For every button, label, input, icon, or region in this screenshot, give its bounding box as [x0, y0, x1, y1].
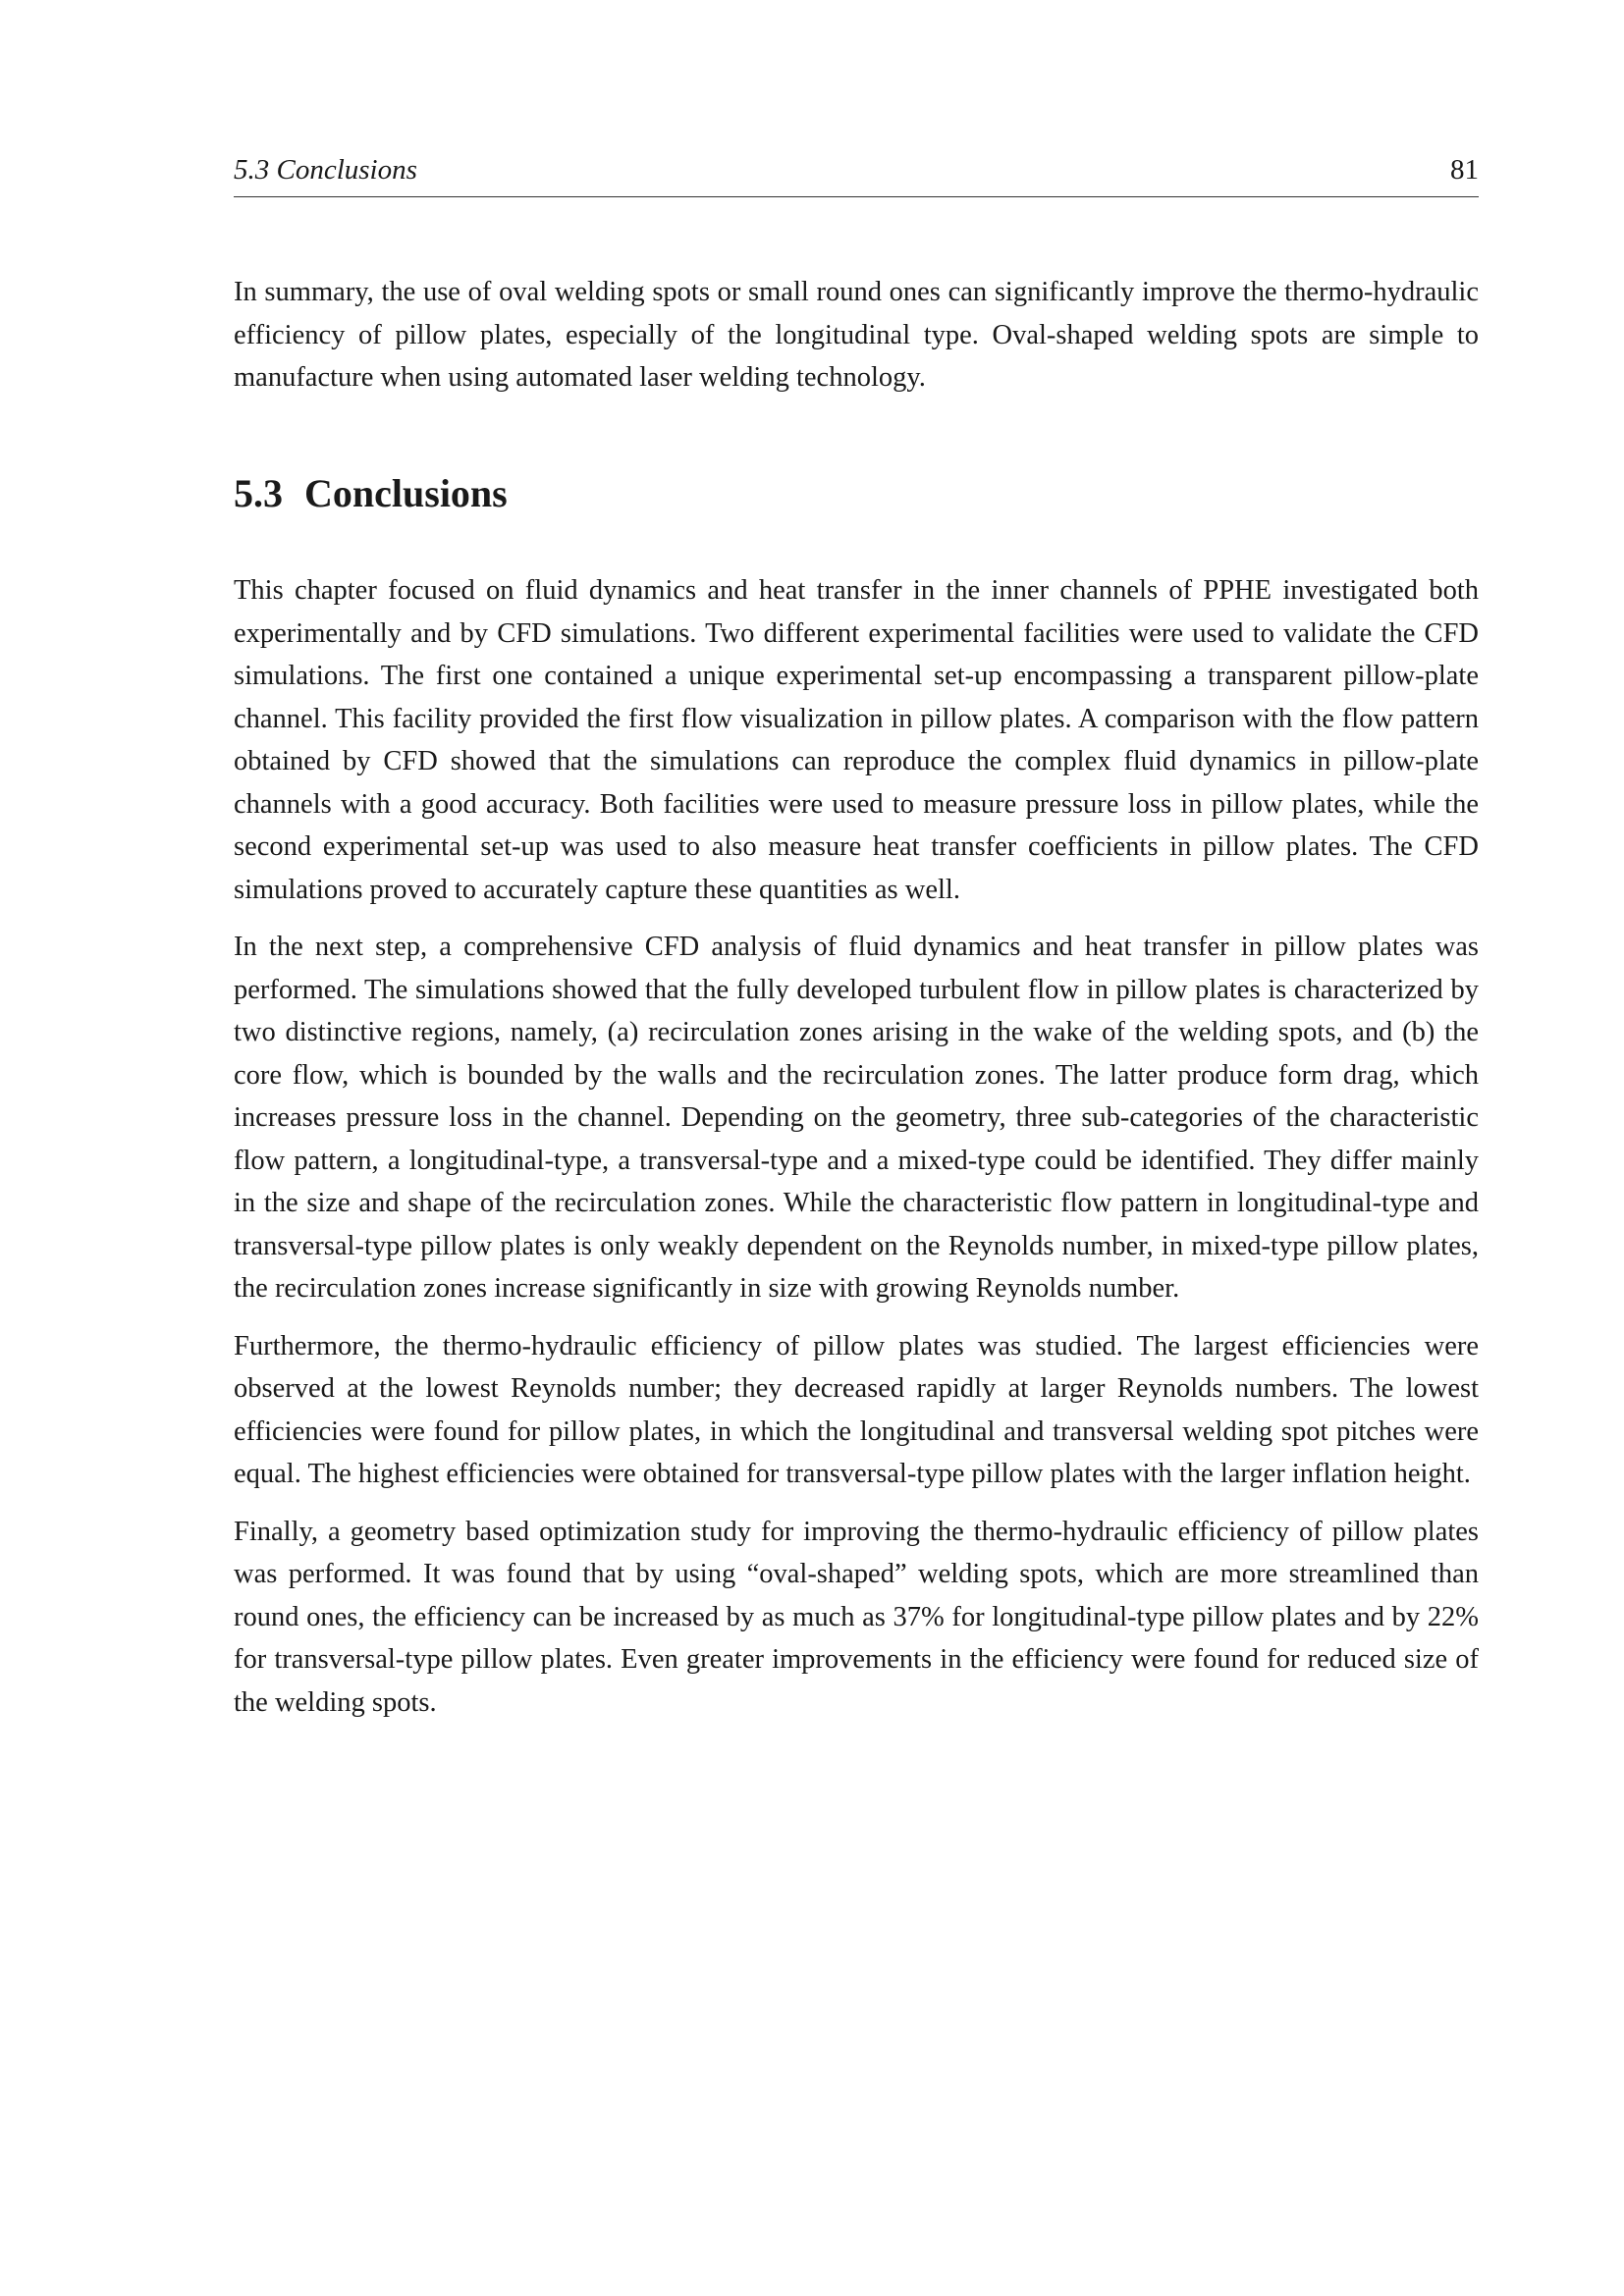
section-body	[234, 569, 1479, 1724]
section-heading	[234, 469, 508, 518]
intro-text-block	[234, 271, 1479, 400]
intro-paragraph: In summary, the use of oval welding spots or small round ones can significantly improve the thermo-hydraulic efficiency of pillow plates, especially of the longitudinal type. Oval-shaped welding spots are simple to manufacture when using automated laser welding technology.	[234, 277, 1479, 393]
running-title: 5.3 Conclusions	[234, 154, 417, 186]
section-title: Conclusions	[304, 471, 508, 515]
section-number: 5.3	[234, 471, 283, 515]
page-header	[234, 147, 1479, 197]
paragraph-cfd-analysis: In the next step, a comprehensive CFD analysis of fluid dynamics and heat transfer in pillow plates was performed. The simulations showed that the fully developed turbulent flow in pillow plates is characterized by two distinctive regions, namely, (a) recirculation zones arising in the wake of the welding spots, and (b) the core flow, which is bounded by the walls and the recirculation zones. The latter produce form drag, which increases pressure loss in the channel. Depending on the geometry, three sub-categories of the characteristic flow pattern, a longitudinal-type, a transversal-type and a mixed-type could be identified. They differ mainly in the size and shape of the recirculation zones. While the characteristic flow pattern in longitudinal-type and transversal-type pillow plates is only weakly dependent on the Reynolds number, in mixed-type pillow plates, the recirculation zones increase significantly in size with growing Reynolds number.	[234, 932, 1479, 1304]
paragraph-optimization: Finally, a geometry based optimization study for improving the thermo-hydraulic efficiency of pillow plates was performed. It was found that by using “oval-shaped” welding spots, which are more streamlined than round ones, the efficiency can be increased by as much as 37% for longitudinal-type pillow plates and by 22% for transversal-type pillow plates. Even greater improvements in the efficiency were found for reduced size of the welding spots.	[234, 1516, 1479, 1718]
page-number: 81	[1450, 154, 1479, 186]
paragraph-chapter-summary: This chapter focused on fluid dynamics and heat transfer in the inner channels of PPHE investigated both experimentally and by CFD simulations. Two different experimental facilities were used to validate the CFD simulations. The first one contained a unique experimental set-up encompassing a transparent pillow-plate channel. This facility provided the first flow visualization in pillow plates. A comparison with the flow pattern obtained by CFD showed that the simulations can reproduce the complex fluid dynamics in pillow-plate channels with a good accuracy. Both facilities were used to measure pressure loss in pillow plates, while the second experimental set-up was used to also measure heat transfer coefficients in pillow plates. The CFD simulations proved to accurately capture these quantities as well.	[234, 575, 1479, 905]
paragraph-efficiency: Furthermore, the thermo-hydraulic efficiency of pillow plates was studied. The largest efficiencies were observed at the lowest Reynolds number; they decreased rapidly at larger Reynolds numbers. The lowest efficiencies were found for pillow plates, in which the longitudinal and transversal welding spot pitches were equal. The highest efficiencies were obtained for transversal-type pillow plates with the larger inflation height.	[234, 1330, 1479, 1489]
